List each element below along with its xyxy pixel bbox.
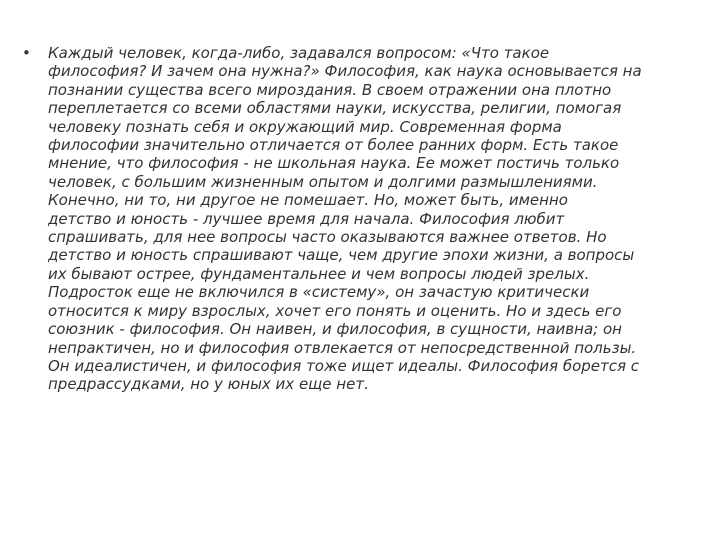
paragraph-line: Подросток еще не включился в «систему», он зачастую критически [48, 283, 590, 302]
paragraph-line: спрашивать, для нее вопросы часто оказываются важнее ответов. Но [48, 228, 607, 247]
bullet-icon: • [22, 44, 31, 62]
paragraph-line: предрассудками, но у юных их еще нет. [48, 375, 369, 394]
paragraph-line: философии значительно отличается от более ранних форм. Есть такое [48, 136, 619, 155]
paragraph-line: познании существа всего мироздания. В своем отражении она плотно [48, 80, 612, 99]
paragraph-line: Каждый человек, когда-либо, задавался вопросом: «Что такое [48, 44, 550, 62]
paragraph-line: Он идеалистичен, и философия тоже ищет идеалы. Философия борется с [48, 356, 640, 375]
paragraph-line: детство и юность - лучшее время для начала. Философия любит [48, 209, 565, 228]
paragraph-line: непрактичен, но и философия отвлекается от непосредственной пользы. [48, 338, 637, 357]
paragraph-line: союзник - философия. Он наивен, и философия, в сущности, наивна; он [48, 320, 622, 339]
bullet-item [22, 44, 712, 394]
paragraph-text [48, 44, 712, 394]
paragraph-line: детство и юность спрашивают чаще, чем другие эпохи жизни, а вопросы [48, 246, 635, 265]
paragraph-line: относится к миру взрослых, хочет его понять и оценить. Но и здесь его [48, 301, 622, 320]
paragraph-line: переплетается со всеми областями науки, искусства, религии, помогая [48, 99, 622, 118]
paragraph-line: мнение, что философия - не школьная наука. Ее может постичь только [48, 154, 620, 173]
paragraph-line: человеку познать себя и окружающий мир. Современная форма [48, 117, 562, 136]
paragraph-line: философия? И зачем она нужна?» Философия, как наука основывается на [48, 62, 642, 81]
paragraph-line: человек, с большим жизненным опытом и долгими размышлениями. [48, 172, 598, 191]
paragraph-line: их бывают острее, фундаментальнее и чем вопросы людей зрелых. [48, 264, 590, 283]
paragraph-line: Конечно, ни то, ни другое не помешает. Но, может быть, именно [48, 191, 568, 210]
